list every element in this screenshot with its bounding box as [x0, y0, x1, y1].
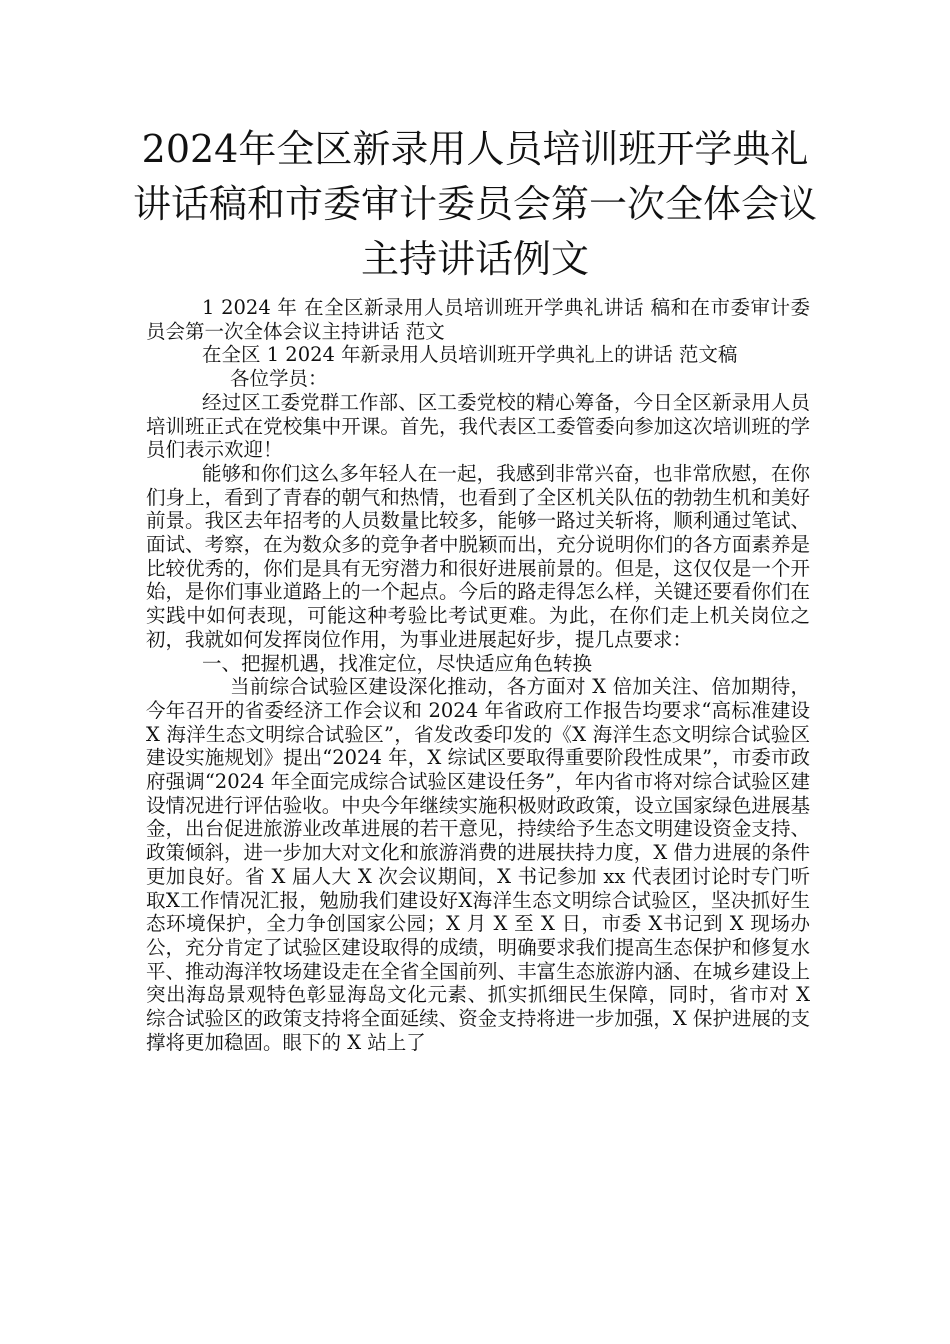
- speech-heading: 在全区 1 2024 年新录用人员培训班开学典礼上的讲话 范文稿: [202, 343, 738, 367]
- body-paragraph: 能够和你们这么多年轻人在一起，我感到非常兴奋，也非常欣慰，在你们身上，看到了青春的朝气和热情，也看到了全区机关队伍的勃勃生机和美好前景。我区去年招考的人员数量比较多，能够一路过关斩将，顺利通过笔试、面试、考察，在为数众多的竞争者中脱颖而出，充分说明你们的各方面素养是比较优秀的，你们是具有无穷潜力和很好进展前景的。但是，这仅仅是一个开始，是你们事业道路上的一个起点。今后的路走得怎么样，关键还要看你们在实践中如何表现，可能这种考验比考试更难。为此，在你们走上机关岗位之初，我就如何发挥岗位作用，为事业进展起好步，提几点要求：: [146, 461, 810, 651]
- body-paragraph: 当前综合试验区建设深化推动，各方面对 X 倍加关注、倍加期待， 今年召开的省委经济工作会议和 2024 年省政府工作报告均要求“高标准建设 X 海洋生态文明综合试验区”，省发改委印发的《X 海洋生态文明综合试验区建设实施规划》提出“2024 年，X 综试区要取得重要阶段性成果”，市委市政府强调“2024 年全面完成综合试验区建设任务”，年内省市将对综合试验区建设情况进行评估验收。中央今年继续实施积极财政政策，设立国家绿色进展基金，出台促进旅游业改革进展的若干意见，持续给予生态文明建设资金支持、政策倾斜，进一步加大对文化和旅游消费的进展扶持力度，X 借力进展的条件更加良好。省 X 届人大 X 次会议期间，X 书记参加 xx 代表团讨论时专门听取X工作情况汇报，勉励我们建设好X海洋生态文明综合试验区，坚决抓好生态环境保护，全力争创国家公园；X 月 X 至 X 日，市委 X书记到 X 现场办公，充分肯定了试验区建设取得的成绩，明确要求我们提高生态保护和修复水平、推动海洋牧场建设走在全省全国前列、丰富生态旅游内涵、在城乡建设上突出海岛景观特色彰显海岛文化元素、抓实抓细民生保障，同时，省市对 X 综合试验区的政策支持将全面延续、资金支持将进一步加强，X 保护进展的支撑将更加稳固。眼下的 X 站上了: [146, 675, 811, 1054]
- salutation: 各位学员：: [230, 367, 328, 391]
- intro-paragraph: 1 2024 年 在全区新录用人员培训班开学典礼讲话 稿和在市委审计委员会第一次全体会议主持讲话 范文: [146, 296, 810, 343]
- body-paragraph: 经过区工委党群工作部、区工委党校的精心筹备，今日全区新录用人员培训班正式在党校集中开课。首先，我代表区工委管委向参加这次培训班的学员们表示欢迎！: [146, 390, 810, 462]
- document-body: [146, 296, 810, 1055]
- section-heading: 一、把握机遇，找准定位，尽快适应角色转换: [202, 651, 593, 675]
- document-title: 2024年全区新录用人员培训班开学典礼讲话稿和市委审计委员会第一次全体会议主持讲话例文: [132, 127, 817, 281]
